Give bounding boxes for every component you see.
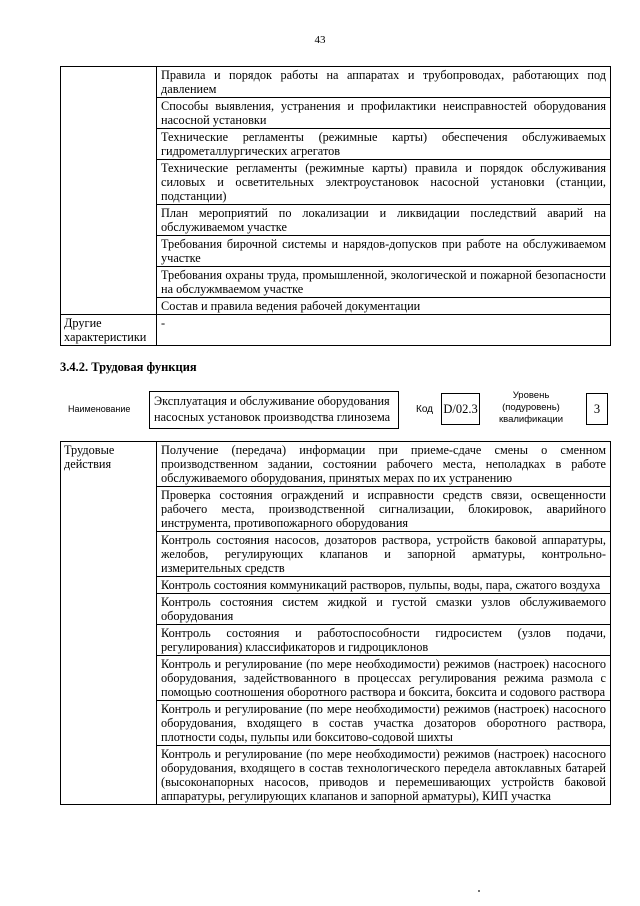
section-heading: 3.4.2. Трудовая функция (60, 360, 197, 374)
action-text: Контроль и регулирование (по мере необходимости) режимов (настроек) насосного оборудования, входящего в состав технологического передела автоклавных батарей (высоконапорных насосов, приводов и перемешивающих устройств баковой аппаратуры, регулирующих клапанов и запорной арматуры), КИП участка (157, 746, 611, 805)
code-box: D/02.3 (441, 393, 480, 425)
table-row (61, 442, 611, 487)
qualification-level-box: 3 (586, 393, 608, 425)
row-text: Состав и правила ведения рабочей документации (157, 298, 611, 315)
table-row (61, 67, 611, 98)
page-number: 43 (314, 34, 326, 46)
knowledge-table (60, 66, 611, 346)
action-text: Контроль и регулирование (по мере необходимости) режимов (настроек) насосного оборудования, входящего в состав участка дозаторов оборотного раствора, плотности соды, пульпы или бокситово-содовой шихты (157, 701, 611, 746)
row-text: Способы выявления, устранения и профилактики неисправностей оборудования насосной установки (157, 98, 611, 129)
code-label: Код (416, 404, 434, 415)
row-label: Другие характеристики (61, 315, 157, 346)
action-text: Контроль состояния коммуникаций растворов, пульпы, воды, пара, сжатого воздуха (157, 577, 611, 594)
name-label: Наименование (68, 404, 131, 414)
action-text: Контроль состояния и работоспособности гидросистем (узлов подачи, регулирования) классификаторов и гидроциклонов (157, 625, 611, 656)
action-text: Контроль и регулирование (по мере необходимости) режимов (настроек) насосного оборудования, задействованного в процессах регулирования режима размола с помощью соотношения оборотного раствора и боксита, боксита и содового раствора (157, 656, 611, 701)
row-text: План мероприятий по локализации и ликвидации последствий аварий на обслуживаемом участке (157, 205, 611, 236)
table-row (61, 315, 611, 346)
row-text: Технические регламенты (режимные карты) правила и порядок обслуживания силовых и осветительных электроустановок насосной установки (станции, подстанции) (157, 160, 611, 205)
row-text: Требования бирочной системы и нарядов-допусков при работе на обслуживаемом участке (157, 236, 611, 267)
action-text: Контроль состояния систем жидкой и густой смазки узлов обслуживаемого оборудования (157, 594, 611, 625)
row-text: Правила и порядок работы на аппаратах и трубопроводах, работающих под давлением (157, 67, 611, 98)
labor-actions-table (60, 441, 611, 805)
action-text: Получение (передача) информации при приеме-сдаче смены о сменном производственном задании, состоянии рабочего места, неполадках в работе обслуживаемого оборудования, принятых мерах по их устранению (157, 442, 611, 487)
action-text: Проверка состояния ограждений и исправности средств связи, освещенности рабочего места, производственной сигнализации, блокировок, аварийного инструмента, противопожарного оборудования (157, 487, 611, 532)
qualification-level-label: Уровень (подуровень) квалификации (498, 390, 564, 425)
function-name-box: Эксплуатация и обслуживание оборудования насосных установок производства глинозема (149, 391, 399, 429)
function-header (60, 388, 611, 434)
row-text: Требования охраны труда, промышленной, экологической и пожарной безопасности на обслужмваемом участке (157, 267, 611, 298)
action-text: Контроль состояния насосов, дозаторов раствора, устройств баковой аппаратуры, желобов, регулирующих клапанов и запорной арматуры, контрольно-измерительных средств (157, 532, 611, 577)
row-text: Технические регламенты (режимные карты) обеспечения обслуживаемых гидрометаллургических агрегатов (157, 129, 611, 160)
labor-actions-label: Трудовые действия (61, 442, 157, 805)
scan-speck (478, 890, 480, 892)
row-text: - (157, 315, 611, 346)
row-label-empty (61, 67, 157, 315)
